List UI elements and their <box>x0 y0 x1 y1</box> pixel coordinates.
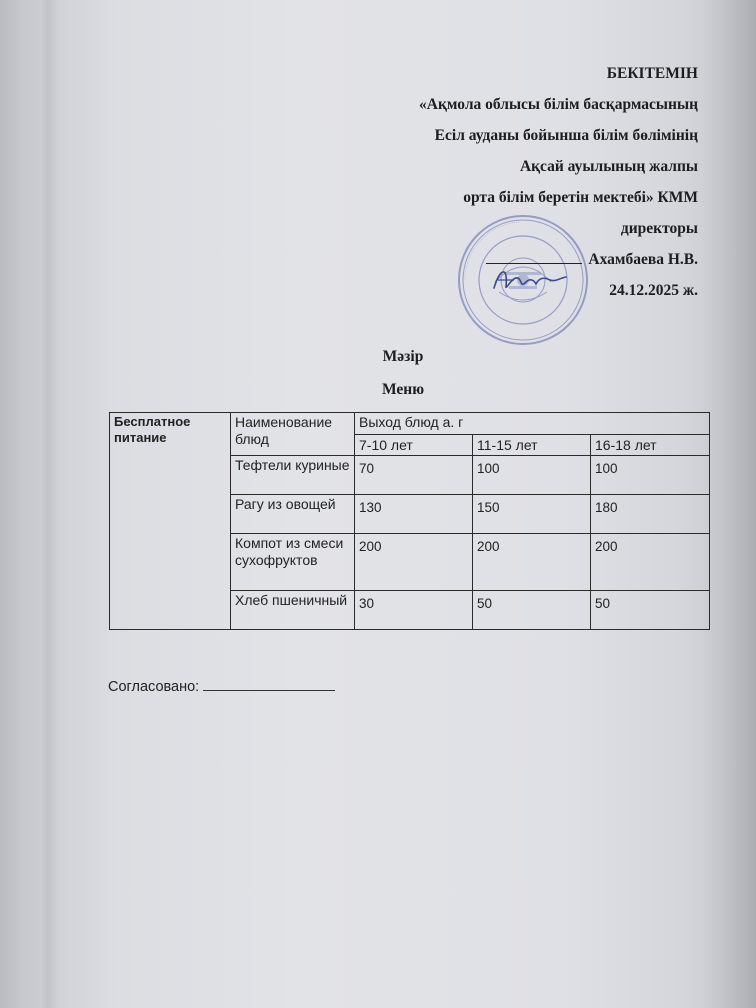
table-header-row <box>110 413 710 435</box>
age-group-cell: 11-15 лет <box>473 435 591 456</box>
dish-cell: Хлеб пшеничный <box>231 591 355 630</box>
value-cell: 150 <box>473 495 591 534</box>
output-header-cell: Выход блюд а. г <box>355 413 710 435</box>
approval-signature-row <box>278 244 698 275</box>
menu-title-kz: Мәзір <box>382 348 424 365</box>
page-edge-shadow <box>40 0 60 1008</box>
menu-table <box>109 412 710 630</box>
value-cell: 180 <box>591 495 710 534</box>
age-group-cell: 16-18 лет <box>591 435 710 456</box>
dish-header-cell: Наименование блюд <box>231 413 355 456</box>
value-cell: 100 <box>591 456 710 495</box>
agreed-line <box>108 676 335 695</box>
approval-org-line-3: Ақсай ауылының жалпы <box>519 158 698 175</box>
value-cell: 200 <box>591 534 710 591</box>
approval-date: 24.12.2025 ж. <box>609 282 698 299</box>
dish-cell: Тефтели куриные <box>231 456 355 495</box>
approval-org-line-2: Есіл ауданы бойынша білім бөлімінің <box>434 127 698 144</box>
menu-titles <box>0 340 756 406</box>
agreed-label: Согласовано: <box>108 679 200 695</box>
approval-org-line-1: «Ақмола облысы білім басқармасының <box>419 96 698 113</box>
age-group-cell: 7-10 лет <box>355 435 473 456</box>
signature-blank-line <box>486 245 582 264</box>
category-cell: Бесплатное питание <box>110 413 231 630</box>
value-cell: 130 <box>355 495 473 534</box>
value-cell: 200 <box>473 534 591 591</box>
value-cell: 200 <box>355 534 473 591</box>
agreed-signature-blank <box>203 676 335 691</box>
svg-text:······························: ············································ <box>461 219 520 281</box>
dish-cell: Рагу из овощей <box>231 495 355 534</box>
value-cell: 50 <box>473 591 591 630</box>
value-cell: 30 <box>355 591 473 630</box>
value-cell: 70 <box>355 456 473 495</box>
approval-block <box>278 58 698 306</box>
approval-org-line-4: орта білім беретін мектебі» КММ <box>463 189 698 206</box>
director-name: Ахамбаева Н.В. <box>588 251 698 268</box>
menu-title-ru: Меню <box>381 381 425 398</box>
approval-position: директоры <box>620 220 698 237</box>
dish-cell: Компот из смеси сухофруктов <box>231 534 355 591</box>
value-cell: 50 <box>591 591 710 630</box>
approval-heading: БЕКІТЕМІН <box>606 65 698 82</box>
value-cell: 100 <box>473 456 591 495</box>
